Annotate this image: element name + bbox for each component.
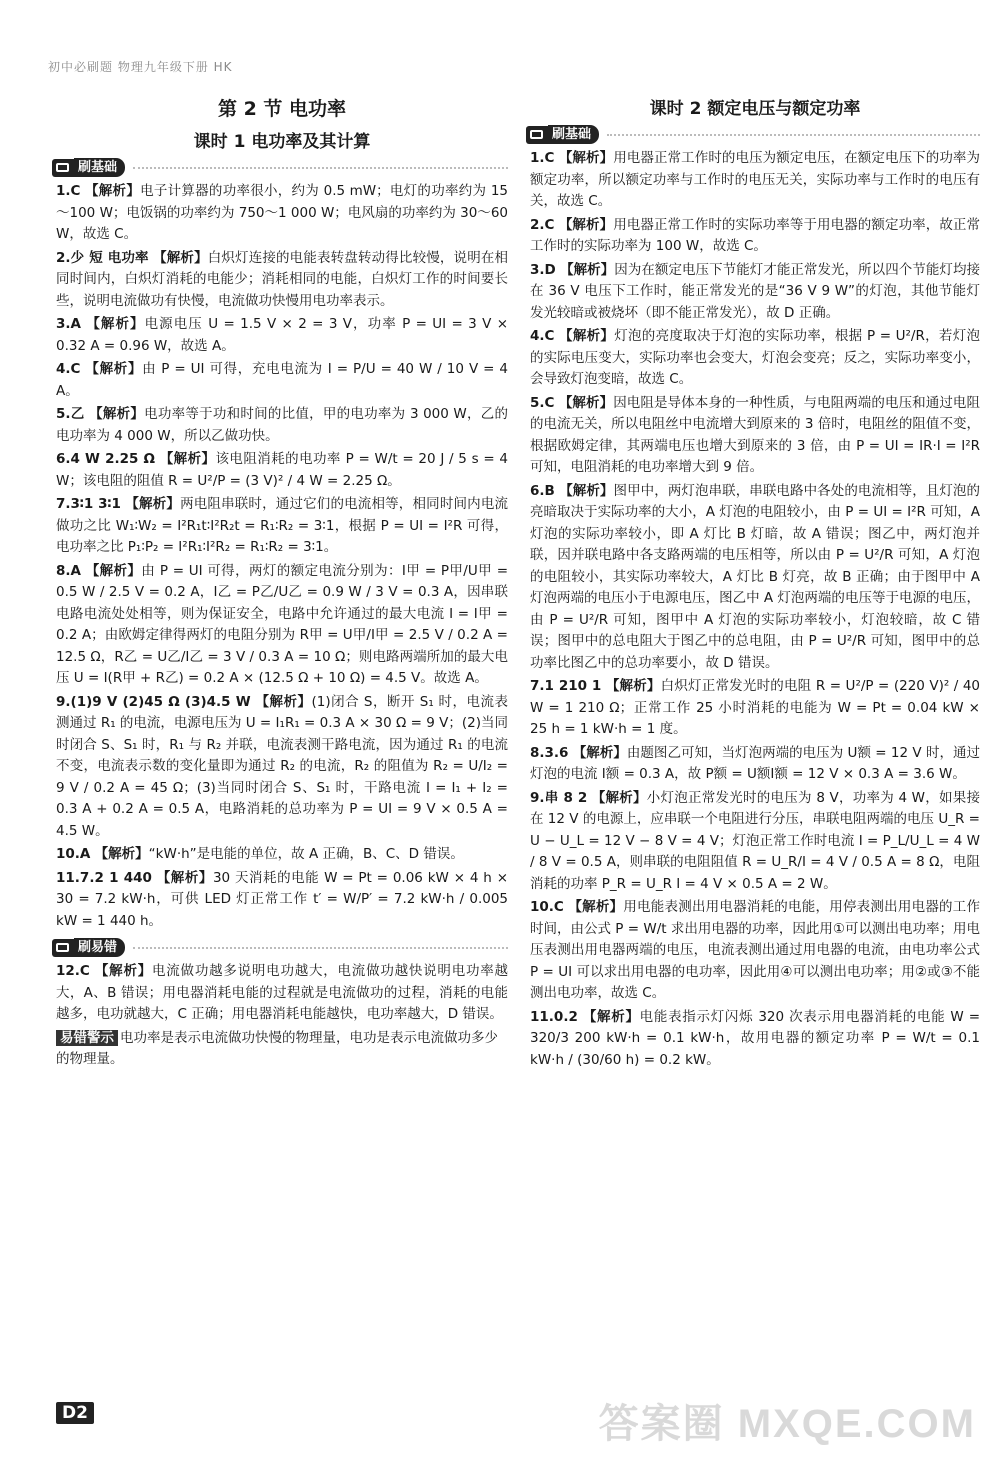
analysis-tag: 【解析】 [85,183,141,199]
analysis-tag: 【解析】 [255,693,312,710]
analysis-tag: 【解析】 [572,744,627,761]
analysis-tag: 【解析】 [125,496,181,512]
question-item [56,314,508,357]
question-item [530,1007,980,1072]
analysis-tag: 【解析】 [94,846,149,862]
analysis-tag: 【解析】 [605,678,661,694]
analysis-tag: 【解析】 [85,361,143,377]
badge-error-left [52,938,508,957]
answer: 0.2 [553,1008,578,1025]
analysis-text: 因电阻是导体本身的一种性质，与电阻两端的电压和通过电阻的电流无关，所以电阻丝中电流增大到原来的 3 倍时，电阻丝的阻值不变，根据欧姆定律，其两端电压也增大到原来的 3 倍，由 P = UI = IR·I = I²R 可知，电阻消耗的电功率增大到 9 倍。 [530,394,981,475]
badge-basic-left [52,158,508,177]
analysis-tag: 【解析】 [582,1008,640,1025]
question-number: 9. [56,693,71,710]
question-number: 5. [56,406,71,422]
question-item [530,326,980,391]
question-number: 5. [530,394,545,411]
analysis-text: 用电器正常工作时的电压为额定电压，在额定电压下的功率为额定功率，所以额定功率与工作时的电压无关，实际功率与工作时的电压有关，故选 C。 [530,150,981,209]
question-item [56,868,508,933]
analysis-tag: 【解析】 [558,150,614,166]
question-item [530,897,980,1005]
divider [133,167,508,169]
question-item [56,404,508,447]
badge-label: 刷易错 [74,938,125,957]
question-number: 6. [56,451,71,467]
badge-label: 刷基础 [548,125,599,144]
analysis-text: 图甲中，两灯泡串联，串联电路中各处的电流相等，且灯泡的亮暗取决于实际功率的大小，A 灯泡的电阻较小，由 P = UI = I²R 可知，A 灯泡的实际功率较小，即 A 灯比 B 灯暗，故 A 错误；图乙中，两灯泡并联，因并联电路中各支路两端的电压相等，所以由 P = U²/R 可知，A 灯泡的电阻较小，其实际功率较大，A 灯比 B 灯亮，故 B 正确；由于图甲中 A 灯泡两端的电压小于电源电压，图乙中 A 灯泡两端的电压等于电源的电压，由 P = U²/R 可知，图甲中 A 灯泡的实际功率较小，灯泡较暗，故 C 错误；图甲中的总电阻大于图乙中的总电阻，由 P = U²/R 可知，图甲中的总功率比图乙中的总功率要小，故 D 错误。 [530,482,981,671]
question-number: 3. [530,261,545,278]
analysis-text: 30 天消耗的电能 W = Pt = 0.06 kW × 4 h × 30 = 7.2 kW·h，可供 LED 灯正常工作 t′ = W/P′ = 7.2 kW·h / 0.005 kW = 1 440 h。 [56,869,509,929]
analysis-tag: 【解析】 [568,899,624,915]
answer: 少 短 电功率 [70,249,149,266]
analysis-tag: 【解析】 [85,562,142,579]
running-head: 初中必刷题 物理九年级下册 HK [48,60,233,74]
analysis-text: 灯泡的亮度取决于灯泡的实际功率，根据 P = U²/R，若灯泡的实际电压变大，实际功率也会变大，灯泡会变亮；反之，实际功率变小，会导致灯泡变暗，故选 C。 [530,328,981,387]
analysis-text: 电子计算器的功率很小，约为 0.5 mW；电灯的功率约为 15～100 W；电饭锅的功率约为 750～1 000 W；电风扇的功率约为 30～60 W，故选 C。 [56,183,509,242]
question-number: 1. [530,150,545,166]
question-item [530,788,980,896]
analysis-tag: 【解析】 [86,316,145,332]
question-number: 10. [530,899,554,915]
analysis-tag: 【解析】 [558,394,614,411]
question-item [56,561,508,690]
question-item [530,393,980,479]
question-number: 4. [530,328,545,344]
answer: C [553,899,564,915]
divider [133,947,508,949]
right-question-list [530,148,980,1071]
answer: 4 W 2.25 Ω [70,451,155,467]
answer: 3.6 [544,744,569,761]
analysis-text: 电流做功越多说明电功越大，电流做功越快说明电功率越大，A、B 错误；用电器消耗电能的过程就是电流做功的过程，消耗的电能越多，电功就越大，C 正确；用电器消耗电能越快，电功率越大，D 错误。 [56,963,509,1022]
question-item [56,181,508,246]
answer: C [79,963,90,979]
question-number: 6. [530,482,545,499]
question-item [56,248,508,313]
warning-text: 电功率是表示电流做功快慢的物理量，电功是表示电流做功多少的物理量。 [56,1029,498,1067]
answer: 串 8 2 [544,789,588,806]
analysis-text: 电源电压 U = 1.5 V × 2 = 3 V，功率 P = UI = 3 V × 0.32 A = 0.96 W，故选 A。 [56,316,509,354]
question-number: 3. [56,316,71,332]
analysis-tag: 【解析】 [559,482,614,499]
analysis-tag: 【解析】 [591,789,647,806]
answer: C [70,361,81,377]
analysis-text: 由 P = UI 可得，充电电流为 I = P/U = 40 W / 10 V = 4 A。 [56,361,509,399]
left-question-list [56,181,508,932]
answer: C [544,150,555,166]
analysis-text: 用电能表测出用电器消耗的电能，用停表测出用电器的工作时间，由公式 P = W/t 求出用电器的功率，因此用①可以测出电功率；用电压表测出用电器两端的电压，电流表测出通过用电器的电流，由电功率公式 P = UI 可以求出用电器的电功率，因此用④可以测出电功率；用②或③不能测出电功率，故选 C。 [530,899,981,1001]
page-number: D2 [56,1402,94,1424]
analysis-tag: 【解析】 [156,869,213,886]
answer: C [544,328,555,344]
question-number: 7. [56,496,71,512]
question-item [56,449,508,492]
warning-tag: 易错警示 [56,1030,118,1046]
error-warning [56,1028,508,1071]
answer: A [70,316,81,332]
answer: A [70,562,81,579]
section-title: 第 2 节 电功率 [217,98,347,120]
answer: C [70,183,81,199]
error-question [56,961,508,1026]
question-item [530,743,980,786]
question-item [530,148,980,213]
question-number: 2. [56,249,71,266]
analysis-text: (1)闭合 S，断开 S₁ 时，电流表测通过 R₁ 的电流，电源电压为 U = I₁R₁ = 0.3 A × 30 Ω = 9 V；(2)当同时闭合 S、S₁ 时，R₁ 与 R₂ 并联，电流表测干路电流，因为通过 R₁ 的电流不变，电流表示数的变化量即为通过 R₂ 的电流，R₂ 的阻值为 R₂ = U/I₂ = 9 V / 0.2 A = 45 Ω；(3)当同时闭合 S、S₁ 时，干路电流 I = I₁ + I₂ = 0.3 A + 0.2 A = 0.5 A，电路消耗的总功率为 P = UI = 9 V × 0.5 A = 4.5 W。 [56,693,509,839]
question-item [530,481,980,675]
analysis-text: 电功率等于功和时间的比值，甲的电功率为 3 000 W，乙的电功率为 4 000 W，所以乙做功快。 [56,406,509,444]
right-column [530,88,980,1073]
analysis-text: 小灯泡正常发光时的电压为 8 V，功率为 4 W，如果接在 12 V 的电源上，应串联一个电阻进行分压，串联电阻两端的电压 U_R = U − U_L = 12 V − 8 V = 4 V；灯泡正常工作时电流 I = P_L/U_L = 4 W / 8 V = 0.5 A，则串联的电阻阻值 R = U_R/I = 4 V / 0.5 A = 8 Ω，电阻消耗的功率 P_R = U_R I = 4 V × 0.5 A = 2 W。 [530,789,981,892]
answer: 7.2 1 440 [79,869,152,886]
analysis-text: 由 P = UI 可得，两灯的额定电流分别为：I甲 = P甲/U甲 = 0.5 W / 2.5 V = 0.2 A，I乙 = P乙/U乙 = 0.9 W / 3 V = 0.3 A，因串联电路电流处处相等，则为保证安全，电路中允许通过的最大电流 I = I甲 = 0.2 A；由欧姆定律得两灯的电阻分别为 R甲 = U甲/I甲 = 2.5 V / 0.2 A = 12.5 Ω，R乙 = U乙/I乙 = 3 V / 0.3 A = 10 Ω；则电路两端所加的最大电压 U = I(R甲 + R乙) = 0.2 A × (12.5 Ω + 10 Ω) = 4.5 V。故选 A。 [56,562,509,686]
answer: B [544,482,555,499]
answer: 3∶1 3∶1 [70,496,121,512]
badge-basic-right [526,125,980,144]
analysis-text: 由题图乙可知，当灯泡两端的电压为 U额 = 12 V 时，通过灯泡的电流 I额 = 0.3 A，故 P额 = U额I额 = 12 V × 0.3 A = 3.6 W。 [530,744,981,782]
question-item [56,494,508,559]
badge-label: 刷基础 [74,158,125,177]
practice-icon [52,159,74,177]
analysis-text: 两电阻串联时，通过它们的电流相等，相同时间内电流做功之比 W₁∶W₂ = I²R₁t∶I²R₂t = R₁∶R₂ = 3∶1，根据 P = UI = I²R 可得，电功率之比 P₁∶P₂ = I²R₁∶I²R₂ = R₁∶R₂ = 3∶1。 [56,496,509,555]
question-number: 12. [56,963,80,979]
question-item [56,844,508,866]
answer: D [544,261,556,278]
answer: 乙 [70,406,85,422]
question-item [530,676,980,741]
analysis-text: 白炽灯连接的电能表转盘转动得比较慢，说明在相同时间内，白炽灯消耗的电能少；消耗相同的电能，白炽灯工作的时间要长些，说明电流做功有快慢，电流做功快慢用电功率表示。 [56,249,509,309]
practice-icon [526,126,548,144]
analysis-text: 电能表指示灯闪烁 320 次表示用电器消耗的电能 W = 320/3 200 kW·h = 0.1 kW·h，故用电器的额定功率 P = W/t = 0.1 kW·h / (30/60 h) = 0.2 kW。 [530,1008,980,1068]
answer: A [79,846,91,862]
question-number: 8. [56,562,71,579]
analysis-text: 该电阻消耗的电功率 P = W/t = 20 J / 5 s = 4 W；该电阻的阻值 R = U²/P = (3 V)² / 4 W = 2.25 Ω。 [56,451,509,489]
answer: C [544,216,555,233]
analysis-tag: 【解析】 [559,328,615,344]
question-item [56,359,508,402]
question-number: 2. [530,216,545,233]
analysis-tag: 【解析】 [560,261,615,278]
analysis-text: 用电器正常工作时的实际功率等于用电器的额定功率，故正常工作时的实际功率为 100 W，故选 C。 [530,216,981,254]
left-column [56,88,508,1071]
analysis-tag: 【解析】 [558,216,614,233]
answer: 1 210 1 [544,678,602,694]
answer: C [544,394,555,411]
question-number: 7. [530,678,545,694]
analysis-tag: 【解析】 [89,406,145,422]
practice-icon [52,939,74,957]
question-number: 9. [530,789,545,806]
analysis-tag: 【解析】 [94,963,152,979]
question-number: 4. [56,361,71,377]
question-item [56,692,508,843]
analysis-tag: 【解析】 [159,451,216,467]
question-number: 1. [56,183,71,199]
analysis-text: 因为在额定电压下节能灯才能正常发光，所以四个节能灯均接在 36 V 电压下工作时，能正常发光的是“36 V 9 W”的灯泡，其他节能灯发光较暗或被烧坏（即不能正常发光），故 D 正确。 [530,261,980,321]
question-number: 8. [530,744,545,761]
question-number: 11. [56,869,80,886]
answer: (1)9 V (2)45 Ω (3)4.5 W [70,693,251,710]
analysis-tag: 【解析】 [153,249,208,266]
watermark: 答案圈 MXQE.COM [598,1402,976,1446]
analysis-text: “kW·h”是电能的单位，故 A 正确，B、C、D 错误。 [148,846,464,862]
question-number: 10. [56,846,80,862]
question-item [530,215,980,258]
question-item [530,260,980,325]
analysis-text: 白炽灯正常发光时的电阻 R = U²/P = (220 V)² / 40 W = 1 210 Ω；正常工作 25 小时消耗的电能为 W = Pt = 0.04 kW × 25 h = 1 kW·h = 1 度。 [530,678,981,737]
lesson-title-2: 课时 2 额定电压与额定功率 [649,99,861,119]
lesson-title-1: 课时 1 电功率及其计算 [193,132,371,152]
divider [607,134,980,136]
question-number: 11. [530,1008,554,1025]
